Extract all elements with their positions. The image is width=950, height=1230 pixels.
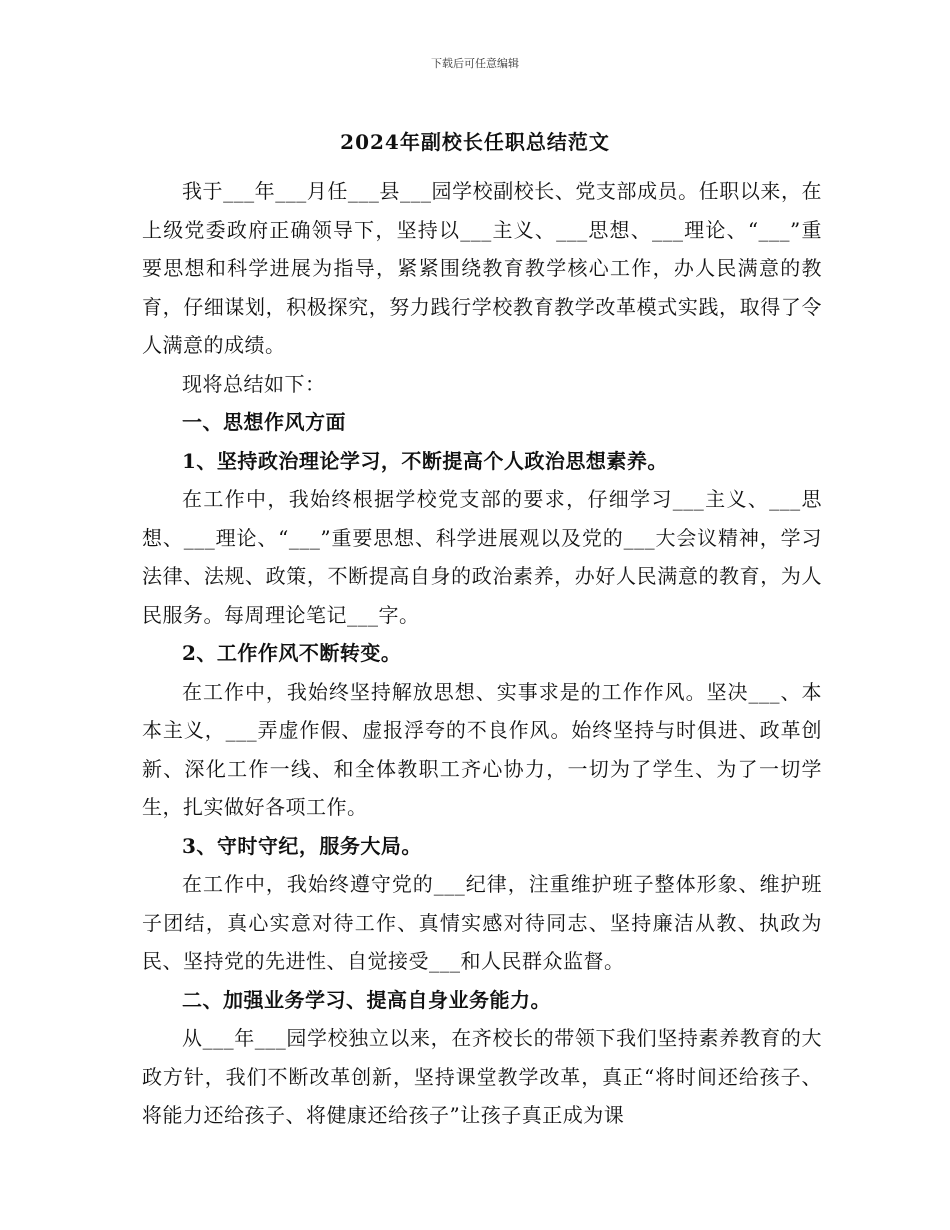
subsection-paragraph-1: 在工作中，我始终根据学校党支部的要求，仔细学习___主义、___思想、___理论、“___”重要思想、科学进展观以及党的___大会议精神，学习法律、法规、政策，不断提高自身的政治素养，办好人民满意的教育，为人民服务。每周理论笔记___字。 — [142, 487, 822, 627]
section-heading-1: 一、思想作风方面 — [182, 410, 346, 434]
subsection-heading-2: 2、工作作风不断转变。 — [182, 641, 402, 665]
section-heading-2: 二、加强业务学习、提高自身业务能力。 — [182, 987, 551, 1012]
header-note: 下载后可任意编辑 — [431, 57, 519, 70]
document-body — [142, 172, 822, 1135]
subsection-heading-1: 1、坚持政治理论学习，不断提高个人政治思想素养。 — [182, 448, 668, 473]
subsection-paragraph-3: 在工作中，我始终遵守党的___纪律，注重维护班子整体形象、维护班子团结，真心实意对待工作、真情实感对待同志、坚持廉洁从教、执政为民、坚持党的先进性、自觉接受___和人民群众监督。 — [142, 872, 822, 973]
document-title: 2024年副校长任职总结范文 — [340, 130, 610, 154]
subsection-heading-3: 3、守时守纪，服务大局。 — [182, 833, 422, 858]
summary-lead: 现将总结如下： — [182, 371, 326, 396]
intro-paragraph: 我于___年___月任___县___园学校副校长、党支部成员。任职以来，在上级党委政府正确领导下，坚持以___主义、___思想、___理论、“___”重要思想和科学进展为指导，紧紧围绕教育教学核心工作，办人民满意的教育，仔细谋划，积极探究，努力践行学校教育教学改革模式实践，取得了令人满意的成绩。 — [142, 179, 822, 357]
subsection-paragraph-2: 在工作中，我始终坚持解放思想、实事求是的工作作风。坚决___、本本主义，___弄虚作假、虚报浮夸的不良作风。始终坚持与时俱进、政革创新、深化工作一线、和全体教职工齐心协力，一切为了学生、为了一切学生，扎实做好各项工作。 — [142, 679, 822, 819]
section-paragraph-2: 从___年___园学校独立以来，在齐校长的带领下我们坚持素养教育的大政方针，我们不断改革创新，坚持课堂教学改革，真正“将时间还给孩子、将能力还给孩子、将健康还给孩子”让孩子真正成为课 — [142, 1026, 822, 1127]
